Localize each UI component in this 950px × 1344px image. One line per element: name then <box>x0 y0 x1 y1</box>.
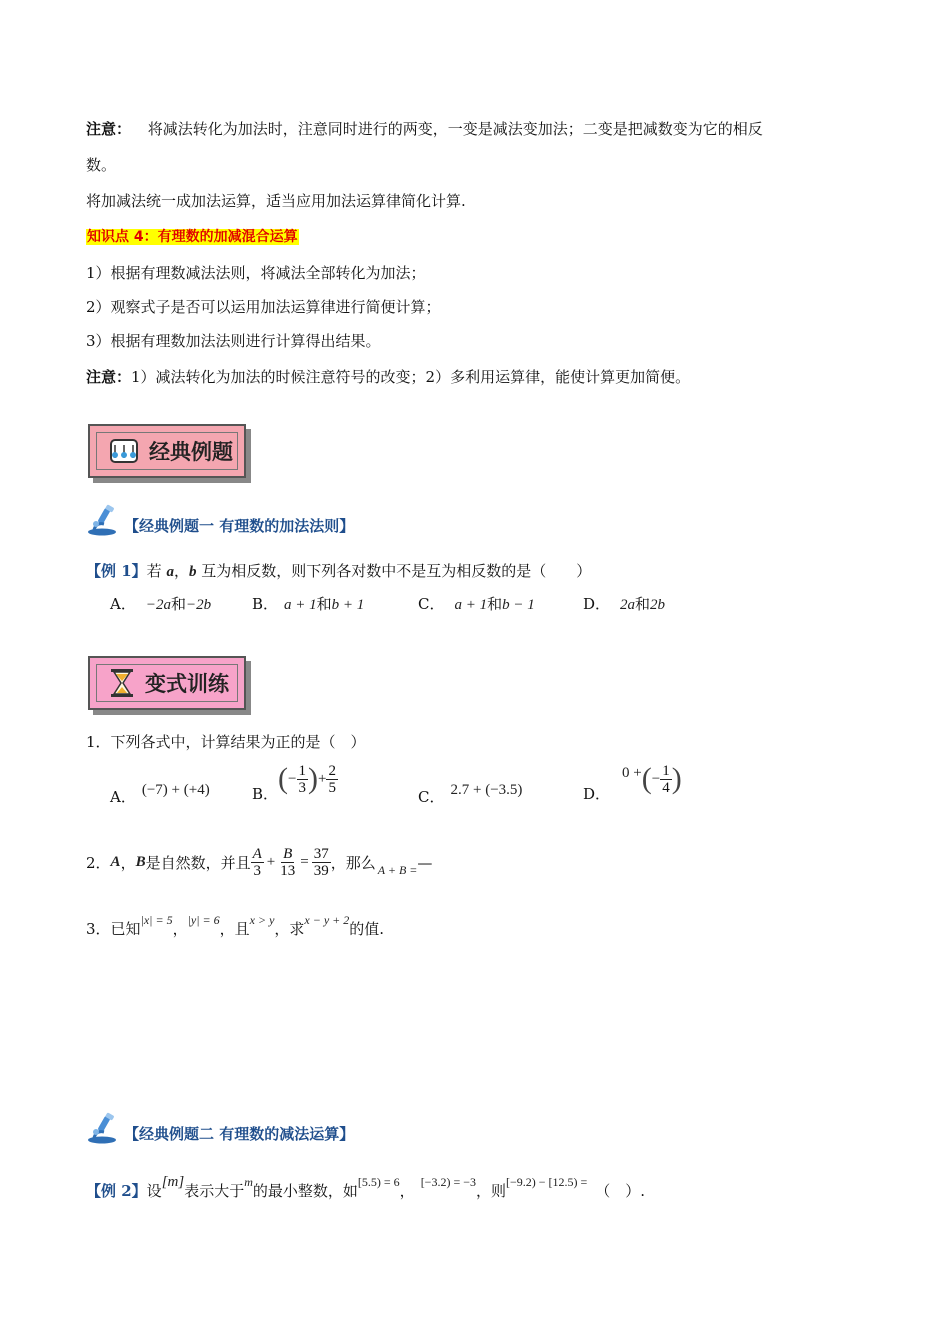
example-1-option-d[interactable] <box>583 593 665 614</box>
example-2-question <box>86 1174 646 1201</box>
banner-classic-title: 经典例题 <box>149 440 233 464</box>
fraction-37-39 <box>312 846 331 879</box>
denominator: 13 <box>280 863 296 879</box>
option-and: 和 <box>316 595 332 613</box>
section-2-title: 【经典例题二 有理数的减法运算】 <box>124 1125 355 1143</box>
denominator: 3 <box>253 863 261 879</box>
note-label: 注意： <box>86 120 132 138</box>
note-text-line1: 将减法转化为加法时，注意同时进行的两变，一变是减法变加法；二变是把减数变为它的相反 <box>147 120 763 138</box>
question-3 <box>86 913 385 939</box>
question-2 <box>86 846 432 879</box>
question-3-post: 的值. <box>349 920 385 938</box>
example-1-comma: ， <box>173 562 189 580</box>
denominator: 3 <box>298 779 306 796</box>
option-and: 和 <box>487 595 503 613</box>
expression: x − y + 2 <box>304 913 350 927</box>
note-text-line2: 数。 <box>86 156 117 174</box>
option-right: b + 1 <box>331 597 365 613</box>
abacus-icon <box>109 438 139 464</box>
section-header-1 <box>86 504 354 536</box>
then-text: ，则 <box>475 1182 506 1200</box>
example-value-1: [5.5) = 6 <box>357 1175 400 1189</box>
answer-blank[interactable]: — <box>417 853 433 872</box>
question-1-option-b[interactable] <box>252 762 338 803</box>
banner-variant-title: 变式训练 <box>145 672 229 696</box>
option-left: a + 1 <box>284 597 317 613</box>
section-1-title: 【经典例题一 有理数的加法法则】 <box>124 517 355 535</box>
fraction-sign: − <box>651 770 661 787</box>
knowledge-item-3: 3）根据有理数加法法则进行计算得出结果。 <box>86 332 381 350</box>
example-2-t1: 设 <box>146 1182 162 1200</box>
paren-close: ) <box>308 762 318 795</box>
numerator: 1 <box>298 762 306 779</box>
example-expression: [−9.2) − [12.5) = <box>506 1175 588 1189</box>
option-right: 2b <box>650 597 666 613</box>
option-letter: A． <box>110 595 136 613</box>
plus-sign: + <box>266 854 276 870</box>
knowledge-note <box>86 366 690 387</box>
fraction-A-3 <box>251 846 264 879</box>
question-1-text: 1．下列各式中，计算结果为正的是（ ） <box>86 733 366 751</box>
fraction-1-3 <box>297 763 309 796</box>
denominator: 4 <box>662 779 670 796</box>
question-2-tail: A + B = <box>377 863 418 877</box>
fraction-B-13 <box>278 846 297 879</box>
abs-y: |y| = 6 <box>187 913 220 927</box>
equals-sign: = <box>300 854 309 870</box>
knowledge-point-title: 知识点 4：有理数的加减混合运算 <box>87 229 298 245</box>
microscope-icon <box>86 504 122 536</box>
condition: x > y <box>249 913 275 927</box>
answer-paren[interactable]: （ ）. <box>595 1182 646 1200</box>
question-2-post: ，那么 <box>330 854 376 872</box>
option-left: −2a <box>145 597 171 613</box>
banner-classic-examples <box>88 424 246 478</box>
example-1-option-a[interactable] <box>110 593 211 614</box>
paren-close: ) <box>671 762 682 795</box>
question-2-mid: 是自然数，并且 <box>145 854 251 872</box>
option-letter: A． <box>110 788 136 806</box>
option-right: b − 1 <box>502 597 535 613</box>
comma: ， <box>399 1182 415 1200</box>
question-1-option-a[interactable] <box>110 782 210 807</box>
hourglass-icon <box>109 668 135 698</box>
zero-plus: 0 + <box>622 764 642 781</box>
option-letter: B． <box>252 784 279 803</box>
numerator: 37 <box>313 846 329 862</box>
question-1-option-c[interactable] <box>418 782 523 807</box>
example-2-t3: 的最小整数，如 <box>252 1182 358 1200</box>
banner-variant-training <box>88 656 246 710</box>
microscope-icon <box>86 1112 122 1144</box>
comma: ， <box>172 920 188 938</box>
example-1-question <box>86 560 591 581</box>
knowledge-note-text: 1）减法转化为加法的时候注意符号的改变；2）多利用运算律，能使计算更加简便。 <box>131 368 691 386</box>
option-letter: C． <box>418 595 445 613</box>
knowledge-item-2: 2）观察式子是否可以运用加法运算律进行简便计算； <box>86 298 441 316</box>
option-right: −2b <box>185 597 212 613</box>
var-a: a <box>166 564 174 580</box>
plus-sign: + <box>318 770 327 787</box>
knowledge-note-label: 注意： <box>86 368 132 386</box>
option-and: 和 <box>170 595 186 613</box>
section-header-2 <box>86 1112 354 1144</box>
option-letter: B． <box>252 595 279 613</box>
example-value-2: [−3.2) = −3 <box>420 1175 476 1189</box>
option-left: 2a <box>620 597 636 613</box>
bracket-m: [m] <box>161 1174 185 1190</box>
var-m: m <box>244 1175 253 1189</box>
find-text: ，求 <box>274 920 305 938</box>
example-2-label: 【例 2】 <box>86 1182 147 1200</box>
option-expr: (−7) + (+4) <box>141 782 210 798</box>
abs-x: |x| = 5 <box>140 913 173 927</box>
note-line3: 将加减法统一成加法运算，适当应用加法运算律简化计算. <box>86 192 466 210</box>
paren-open: ( <box>641 762 652 795</box>
and-text: ，且 <box>219 920 250 938</box>
question-1-option-d[interactable] <box>583 762 682 803</box>
option-left: a + 1 <box>454 597 488 613</box>
numerator: B <box>283 846 293 862</box>
option-expr: 2.7 + (−3.5) <box>450 782 523 798</box>
option-letter: D． <box>583 784 611 803</box>
denominator: 5 <box>328 779 336 796</box>
example-1-post: 互为相反数，则下列各对数中不是互为相反数的是（ ） <box>196 562 592 580</box>
example-1-pre: 若 <box>146 562 167 580</box>
numerator: A <box>252 846 262 862</box>
separator: ， <box>120 854 136 872</box>
var-B: B <box>135 854 146 870</box>
note-paragraph <box>86 118 763 139</box>
question-3-pre: 3．已知 <box>86 920 141 938</box>
fraction-2-5 <box>326 763 338 796</box>
question-2-number: 2． <box>86 854 111 872</box>
knowledge-item-1: 1）根据有理数减法法则，将减法全部转化为加法； <box>86 264 426 282</box>
fraction-1-4 <box>660 763 672 796</box>
option-letter: D． <box>583 595 611 613</box>
option-and: 和 <box>635 595 651 613</box>
denominator: 39 <box>313 863 329 879</box>
numerator: 2 <box>328 762 336 779</box>
var-b: b <box>188 564 197 580</box>
option-letter: C． <box>418 788 445 806</box>
var-A: A <box>110 854 121 870</box>
example-2-t2: 表示大于 <box>184 1182 245 1200</box>
numerator: 1 <box>662 762 670 779</box>
example-1-option-b[interactable] <box>252 593 364 614</box>
example-1-option-c[interactable] <box>418 593 535 614</box>
paren-open: ( <box>278 762 289 795</box>
example-1-label: 【例 1】 <box>86 562 147 580</box>
fraction-sign: − <box>288 770 297 787</box>
